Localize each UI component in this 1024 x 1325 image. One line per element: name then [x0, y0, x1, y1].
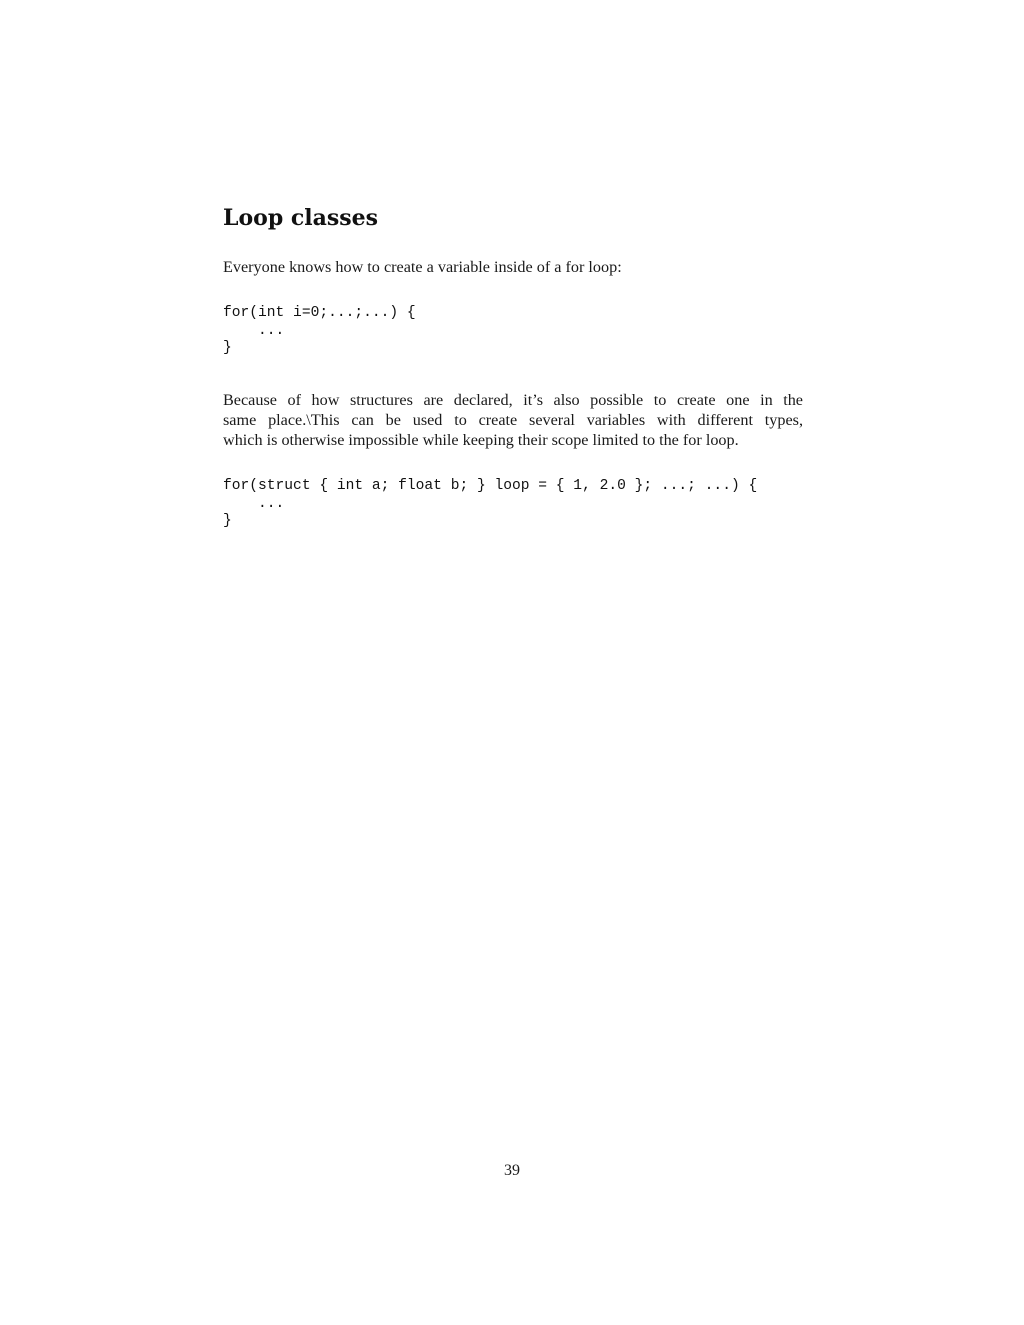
code-block-struct-loop: [223, 478, 757, 531]
section-title: Loop classes: [223, 205, 379, 231]
code-line: ...: [223, 495, 285, 512]
paragraph-line: same place.\This can be used to create several variables with different types,: [223, 411, 803, 429]
code-line: }: [223, 513, 232, 529]
code-line: for(struct { int a; float b; } loop = { 1, 2.0 }; ...; ...) {: [223, 478, 758, 494]
code-line: ...: [223, 322, 285, 339]
explanation-paragraph: [223, 390, 803, 450]
paragraph-line: which is otherwise impossible while keeping their scope limited to the for loop.: [223, 431, 739, 449]
code-line: for(int i=0;...;...) {: [223, 305, 416, 321]
code-block-simple-loop: [223, 305, 416, 358]
paragraph-line: Because of how structures are declared, it’s also possible to create one in the: [223, 391, 803, 409]
page-number: 39: [504, 1162, 520, 1179]
code-line: }: [223, 340, 232, 356]
intro-paragraph: Everyone knows how to create a variable inside of a for loop:: [223, 258, 622, 276]
